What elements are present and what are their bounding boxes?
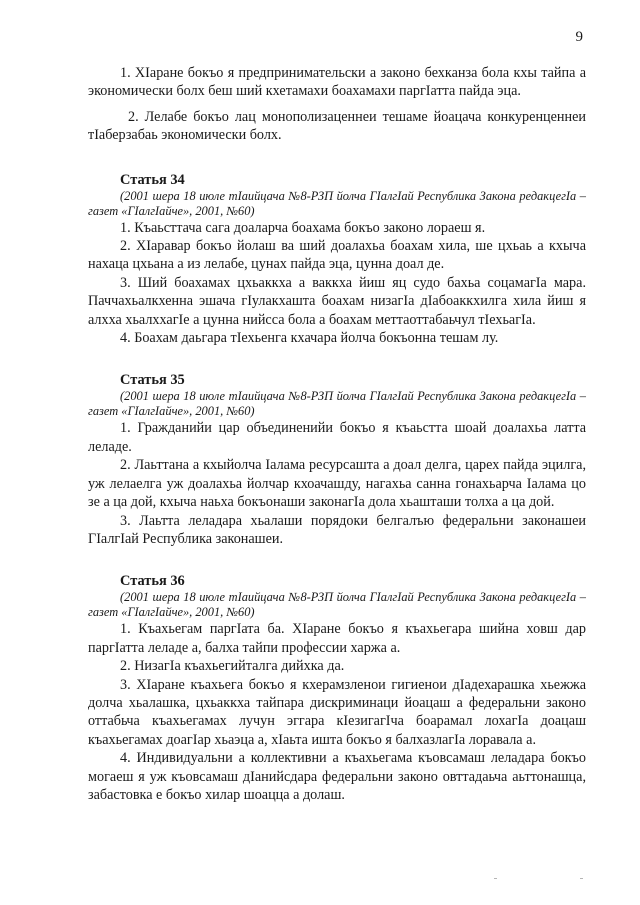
article-note: (2001 шера 18 июле тIаийцача №8-РЗП йолча ГIалгIай Республика Закона редакцегIа – газет «ГIалгIайче», 2001, №60) xyxy=(88,389,586,419)
article-title: Статья 36 xyxy=(120,573,185,590)
article-paragraph: 3. ХIаране къахьега бокъо я кхерамзленои гигиенои дIадехарашка хьежжа долча хьалашка, цхьаккха тайпара дискриминаци йоацаш а федеральни законо оттабьча къахьегамах лучун эггара кIезигагIча боарамал лохагIа доацаш къахьегамах доагIар хьаэца а, хIаьта ишта бокъо я балхазлагIа лоравала а. xyxy=(88,676,586,748)
article-35 xyxy=(88,371,586,548)
article-paragraph: 3. Ший боахамах цхьаккха а ваккха йиш яц судо бахьа соцамагIа мара. Паччахьалкхенна эшача гIулакхашта боахам низагIа дIабоаккхилга хила йиш я алхха хьалххагIе а цунна нийсса бола а боахам меттаоттабаьчул тIехьагIа. xyxy=(88,274,586,328)
article-paragraph: 1. Гражданийи цар объединенийи бокъо я къаьстта шоай доалахьа латта леладе. xyxy=(88,420,586,455)
article-paragraph: 2. НизагIа къахьегийталга дийхка да. xyxy=(120,658,345,675)
article-note: (2001 шера 18 июле тIаийцача №8-РЗП йолча ГIалгIай Республика Закона редакцегIа – газет «ГIалгIайче», 2001, №60) xyxy=(88,188,586,218)
article-title: Статья 35 xyxy=(120,372,185,389)
article-paragraph: 2. Лаьттана а кхыйолча Iалама ресурсашта а доал делга, царех пайда эцилга, уж лелаелга уж доалахьа йолчар кхоачашду, нагахьа санна гонахьарча Iалама цо зе а ца дой, кхыча наьха бокъонаши законагIа дола хьашташи толха а ца дой. xyxy=(88,457,586,511)
article-36 xyxy=(88,572,586,804)
article-paragraph: 2. ХIаравар бокъо йолаш ва ший доалахьа боахам хила, ше цхьаь а кхыча нахаца цхьана а из лелабе, цунах пайда эца, цунна доал де. xyxy=(88,238,586,273)
scan-speck xyxy=(494,878,497,879)
scan-speck xyxy=(580,878,583,879)
article-note: (2001 шера 18 июле тIаийцача №8-РЗП йолча ГIалгIай Республика Закона редакцегIа – газет «ГIалгIайче», 2001, №60) xyxy=(88,590,586,620)
article-paragraph: 4. Индивидуальни а коллективни а къахьегама къовсамаш леладара бокъо могаеш я уж къовсамаш дIанийсдара федеральни законо овттадаьча аьттонашца, забастовка е бокъо хилар шоацца а долаш. xyxy=(88,750,586,803)
page-number: 9 xyxy=(575,29,583,45)
article-34 xyxy=(88,171,586,348)
article-paragraph: 4. Боахам даьгара тIехьенга кхачара йолча бокъонна тешам лу. xyxy=(120,330,499,347)
intro-paragraph-1: 1. ХIаране бокъо я предпринимательски а законо бехканза бола кхы тайпа а экономически болх беш ший кхетамахи боахамахи паргIатта пайда эца. xyxy=(88,65,586,100)
article-paragraph: 3. Лаьтта леладара хьалаши порядоки белгалъю федеральни законашеи ГIалгIай Республика законашеи. xyxy=(88,512,586,547)
article-paragraph: 1. Къахьегам паргIата ба. ХIаране бокъо я къахьегара шийна ховш дар паргIатта леладе а, балха тайпи профессии харжа а. xyxy=(88,621,586,656)
article-title: Статья 34 xyxy=(120,171,185,188)
document-body xyxy=(88,64,586,804)
intro-paragraph-2: 2. Лелабе бокъо лац монополизаценнеи тешаме йоацача конкуренценнеи тIаберзабаь экономически болх. xyxy=(88,108,586,144)
article-paragraph: 1. Къаьсттача сага доаларча боахама бокъо законо лораеш я. xyxy=(120,219,486,236)
